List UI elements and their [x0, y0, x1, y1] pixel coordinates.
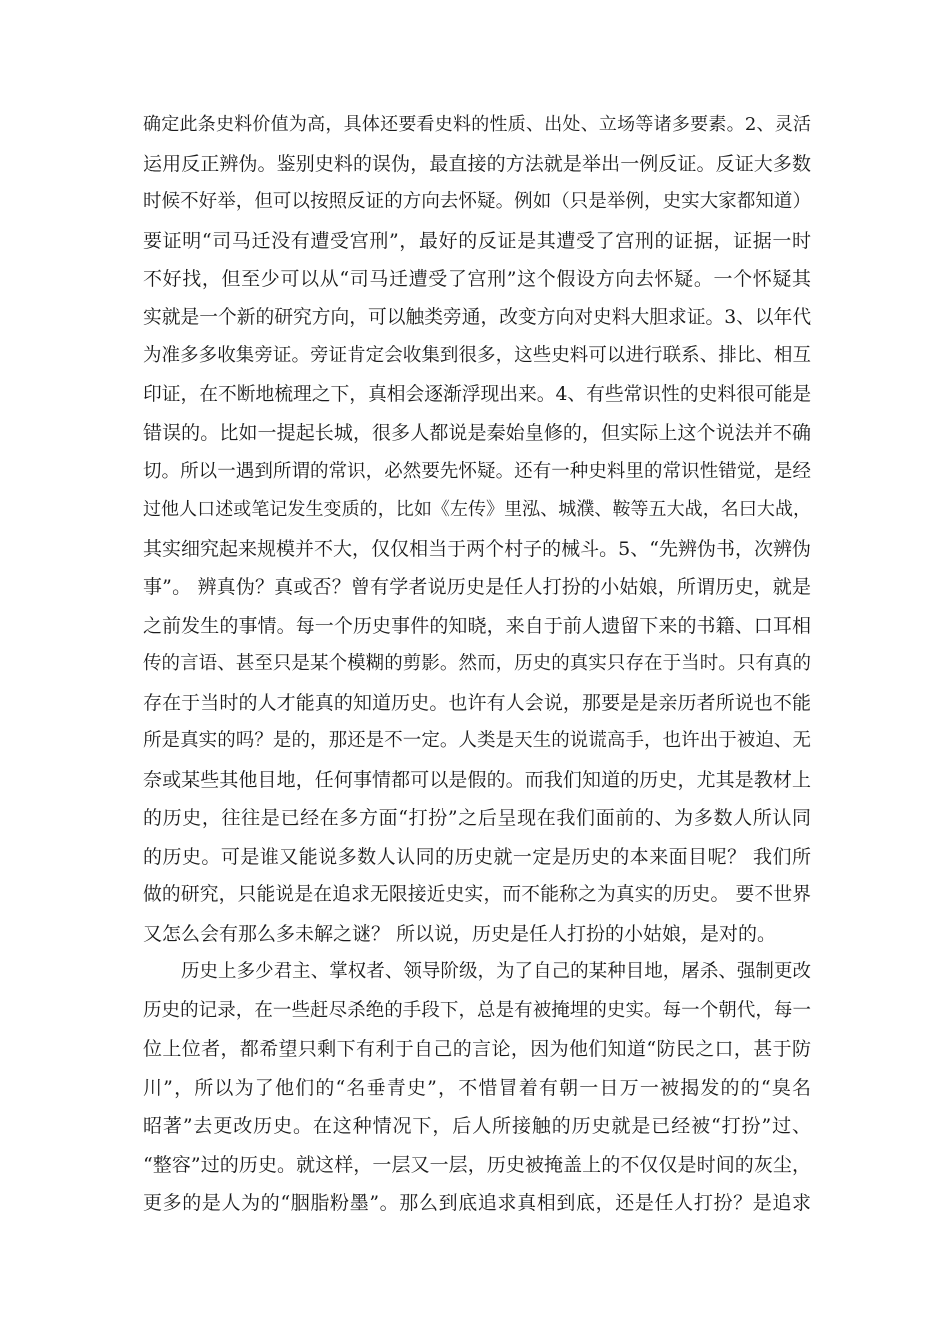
text-line: 实就是一个新的研究方向，可以触类旁通，改变方向对史料大胆求证。3、以年代	[143, 306, 812, 328]
text-line: 历史上多少君主、掌权者、领导阶级，为了自己的某种目地，屠杀、强制更改	[181, 961, 811, 982]
text-line: 切。所以一遇到所谓的常识，必然要先怀疑。还有一种史料里的常识性错觉，是经	[143, 460, 811, 482]
text-line: 奈或某些其他目地，任何事情都可以是假的。而我们知道的历史，尤其是教材上	[143, 768, 811, 791]
paragraph-1	[143, 106, 811, 953]
text-line: 之前发生的事情。每一个历史事件的知晓，来自于前人遗留下来的书籍、口耳相	[143, 614, 811, 637]
text-line: 运用反正辨伪。鉴别史料的误伪，最直接的方法就是举出一例反证。反证大多数	[143, 152, 811, 175]
text-line: 过他人口述或笔记发生变质的，比如《左传》里泓、城濮、鞍等五大战，名曰大战，	[143, 499, 811, 520]
text-line: 所是真实的吗？是的，那还是不一定。人类是天生的说谎高手，也许出于被迫、无	[143, 730, 811, 751]
text-line: 又怎么会有那么多未解之谜？ 所以说，历史是任人打扮的小姑娘，是对的。	[143, 922, 777, 945]
document-body	[143, 106, 811, 1223]
paragraph-2	[143, 953, 811, 1223]
text-line: 事”。 辨真伪？真或否？曾有学者说历史是任人打扮的小姑娘，所谓历史，就是	[143, 576, 811, 598]
text-line: 错误的。比如一提起长城，很多人都说是秦始皇修的，但实际上这个说法并不确	[143, 422, 811, 444]
text-line: 川”，所以为了他们的“名垂青史”，不惜冒着有朝一日万一被揭发的的“臭名	[143, 1076, 811, 1099]
text-line: 的历史，往往是已经在多方面“打扮”之后呈现在我们面前的、为多数人所认同	[143, 807, 811, 829]
text-line: 做的研究，只能说是在追求无限接近史实，而不能称之为真实的历史。 要不世界	[143, 884, 811, 905]
text-line: 更多的是人为的“胭脂粉墨”。那么到底追求真相到底，还是任人打扮？是追求	[143, 1192, 811, 1214]
text-line: 不好找，但至少可以从“司马迁遭受了宫刑”这个假设方向去怀疑。一个怀疑其	[143, 268, 811, 290]
text-line: 存在于当时的人才能真的知道历史。也许有人会说，那要是是亲历者所说也不能	[143, 691, 811, 714]
text-line: 其实细究起来规模并不大，仅仅相当于两个村子的械斗。5、“先辨伪书，次辨伪	[143, 537, 811, 560]
text-line: 要证明“司马迁没有遭受宫刑”，最好的反证是其遭受了宫刑的证据，证据一时	[143, 229, 811, 252]
text-line: 为准多多收集旁证。旁证肯定会收集到很多，这些史料可以进行联系、排比、相互	[143, 345, 811, 366]
text-line: 时候不好举，但可以按照反证的方向去怀疑。例如（只是举例，史实大家都知道）	[143, 191, 811, 212]
text-line: 历史的记录，在一些赶尽杀绝的手段下，总是有被掩埋的史实。每一个朝代，每一	[143, 999, 811, 1021]
text-line: 位上位者，都希望只剩下有利于自己的言论，因为他们知道“防民之口，甚于防	[143, 1038, 811, 1060]
text-line: 的历史。可是谁又能说多数人认同的历史就一定是历史的本来面目呢？ 我们所	[143, 845, 811, 868]
text-line: 传的言语、甚至只是某个模糊的剪影。然而，历史的真实只存在于当时。只有真的	[143, 653, 811, 674]
text-line: 印证，在不断地梳理之下，真相会逐渐浮现出来。4、有些常识性的史料很可能是	[143, 383, 812, 405]
text-line: 昭著”去更改历史。在这种情况下，后人所接触的历史就是已经被“打扮”过、	[143, 1115, 811, 1137]
text-line: 确定此条史料价值为高，具体还要看史料的性质、出处、立场等诸多要素。2、灵活	[143, 114, 811, 135]
text-line: “整容”过的历史。就这样，一层又一层，历史被掩盖上的不仅仅是时间的灰尘，	[143, 1153, 811, 1176]
